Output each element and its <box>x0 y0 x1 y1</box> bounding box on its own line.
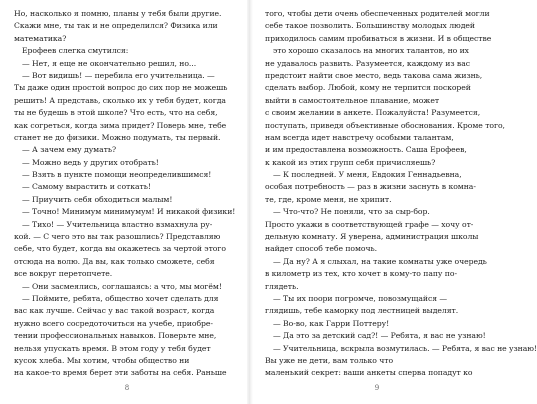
text-line: особая потребность — раз в жизни заснуть в комна- <box>265 182 476 192</box>
text-line: Вы уже не дети, вам только что <box>265 355 394 365</box>
text-line: Но, насколько я помню, планы у тебя были другие. <box>14 9 222 18</box>
text-line: — А зачем ему думать? <box>22 145 117 155</box>
text-line: вас как лучше. Сейчас у вас такой возраст, когда <box>14 306 215 316</box>
text-line: в километр из тех, кто хочет в кому-то папу по- <box>265 269 457 279</box>
text-line: — Учительница, вскрыла возмутилась. — Ребята, я вас не узнаю! <box>273 343 537 353</box>
text-line: — Да это за детский сад?! — Ребята, я вас не узнаю! <box>273 331 486 341</box>
left-page-number: 8 <box>124 384 130 392</box>
text-line: отсюда на волю. Да вы, как только сможете, себя <box>14 256 215 266</box>
text-line: глядеть. <box>265 281 299 291</box>
text-line: Ты даже один простой вопрос до сих пор не можешь <box>14 83 228 93</box>
right-page-number: 9 <box>374 384 380 392</box>
text-line: и им предоставлена возможность. Саша Ерофеев, <box>265 145 467 155</box>
text-line: — Поймите, ребята, общество хочет сделать для <box>22 293 219 303</box>
text-line: маленький секрет: ваши анкеты сперва попадут ко <box>265 368 473 378</box>
text-line: это хорошо сказалось на многих талантов, но их <box>273 46 469 56</box>
text-line: предстоит найти свое место, ведь такова сама жизнь, <box>265 70 483 80</box>
text-line: Просто укажи в соответствующей графе — хочу от- <box>265 219 474 229</box>
text-line: к какой из этих групп себя причисляешь? <box>265 157 436 167</box>
text-line: ты не будешь в этой школе? Что есть, что на себя, <box>14 108 218 118</box>
book-gutter <box>247 0 253 404</box>
text-line: кой. — С чего это вы так разошлись? Представляю <box>14 232 221 242</box>
text-line: нужно всего сосредоточиться на учебе, приобре- <box>14 318 213 328</box>
text-line: себе, что будет, когда вы окажетесь за чертой этого <box>14 244 226 254</box>
text-line: — Взять в пункте помощи неопределившимся! <box>22 170 212 180</box>
text-line: — Ты их поори погромче, повозмущайся — <box>273 293 448 303</box>
text-line: приходилось самим пробиваться в жизни. И в обществе <box>265 33 492 43</box>
text-line: — Точно! Минимум минимумум! И никакой физики! <box>22 207 236 217</box>
text-line: — Можно ведь у других отобрать! <box>22 157 159 167</box>
text-line: все вокруг перетопчете. <box>14 269 113 279</box>
text-line: сделать выбор. Любой, кому не терпится поскорей <box>265 83 471 93</box>
text-line: — Они засмеялись, соглашаясь: а что, мы могём! <box>22 281 222 291</box>
text-line: того, чтобы дети очень обеспеченных родителей могли <box>265 9 490 18</box>
text-line: найдет способ тебе помочь. <box>265 244 378 254</box>
text-line: поступать, приведя объективные обоснования. Кроме того, <box>265 120 505 130</box>
text-line: — Да ну? А я слыхал, на такие комнаты уже очередь <box>273 256 487 266</box>
text-line: — Самому вырастить и соткать! <box>22 182 151 192</box>
text-line: глядишь, тебе каморку под лестницей выделят. <box>265 306 459 316</box>
text-line: Ерофеев слегка смутился: <box>22 46 129 56</box>
text-line: станет не до физики. Можно подумать, ты первый. <box>14 132 221 142</box>
text-line: не удавалось развить. Разумеется, каждому из вас <box>265 58 470 68</box>
text-line: тении профессиональных навыков. Поверьте мне, <box>14 331 217 341</box>
text-line: — Тихо! — Учительница властно взмахнула ру- <box>22 219 213 229</box>
text-line: — Приучить себя обходиться малым! <box>22 194 173 204</box>
right-page <box>265 8 537 380</box>
text-line: как согреться, когда зима придет? Поверь мне, тебе <box>14 120 227 130</box>
text-line: — Нет, я еще не окончательно решил, но... <box>22 58 197 68</box>
text-line: — К последней. У меня, Евдокия Геннадьевна, <box>273 170 462 180</box>
text-line: — Во-во, как Гарри Поттеру! <box>273 318 390 328</box>
text-line: с своим желании в анкете. Пожалуйста! Разумеется, <box>265 108 481 118</box>
text-line: Скажи мне, ты так и не определился? Физика или <box>14 21 218 31</box>
text-line: на какое-то время берет эти заботы на себя. Раньше <box>14 368 227 378</box>
text-line: себе такое позволить. Большинству молодых людей <box>265 21 475 31</box>
text-line: те, где, кроме меня, не хрипит. <box>265 194 392 204</box>
left-page <box>14 8 234 380</box>
text-line: — Вот видишь! — перебила его учительница. — <box>22 70 215 80</box>
text-line: дельную комнату. Я уверена, администрация школы <box>265 232 479 242</box>
text-line: нам всегда идет навстречу особыми талантам, <box>265 132 454 142</box>
text-line: кусок хлеба. Мы хотим, чтобы общество ни <box>14 355 190 365</box>
text-line: выйти в самостоятельное плавание, может <box>265 95 440 105</box>
text-line: решить! А представь, сколько их у тебя будет, когда <box>14 95 226 105</box>
text-line: нельзя упускать время. В этом году у тебя будет <box>14 343 211 353</box>
text-line: математика? <box>14 33 67 43</box>
text-line: — Что-что? Не поняли, что за сыр-бор. <box>273 207 430 217</box>
